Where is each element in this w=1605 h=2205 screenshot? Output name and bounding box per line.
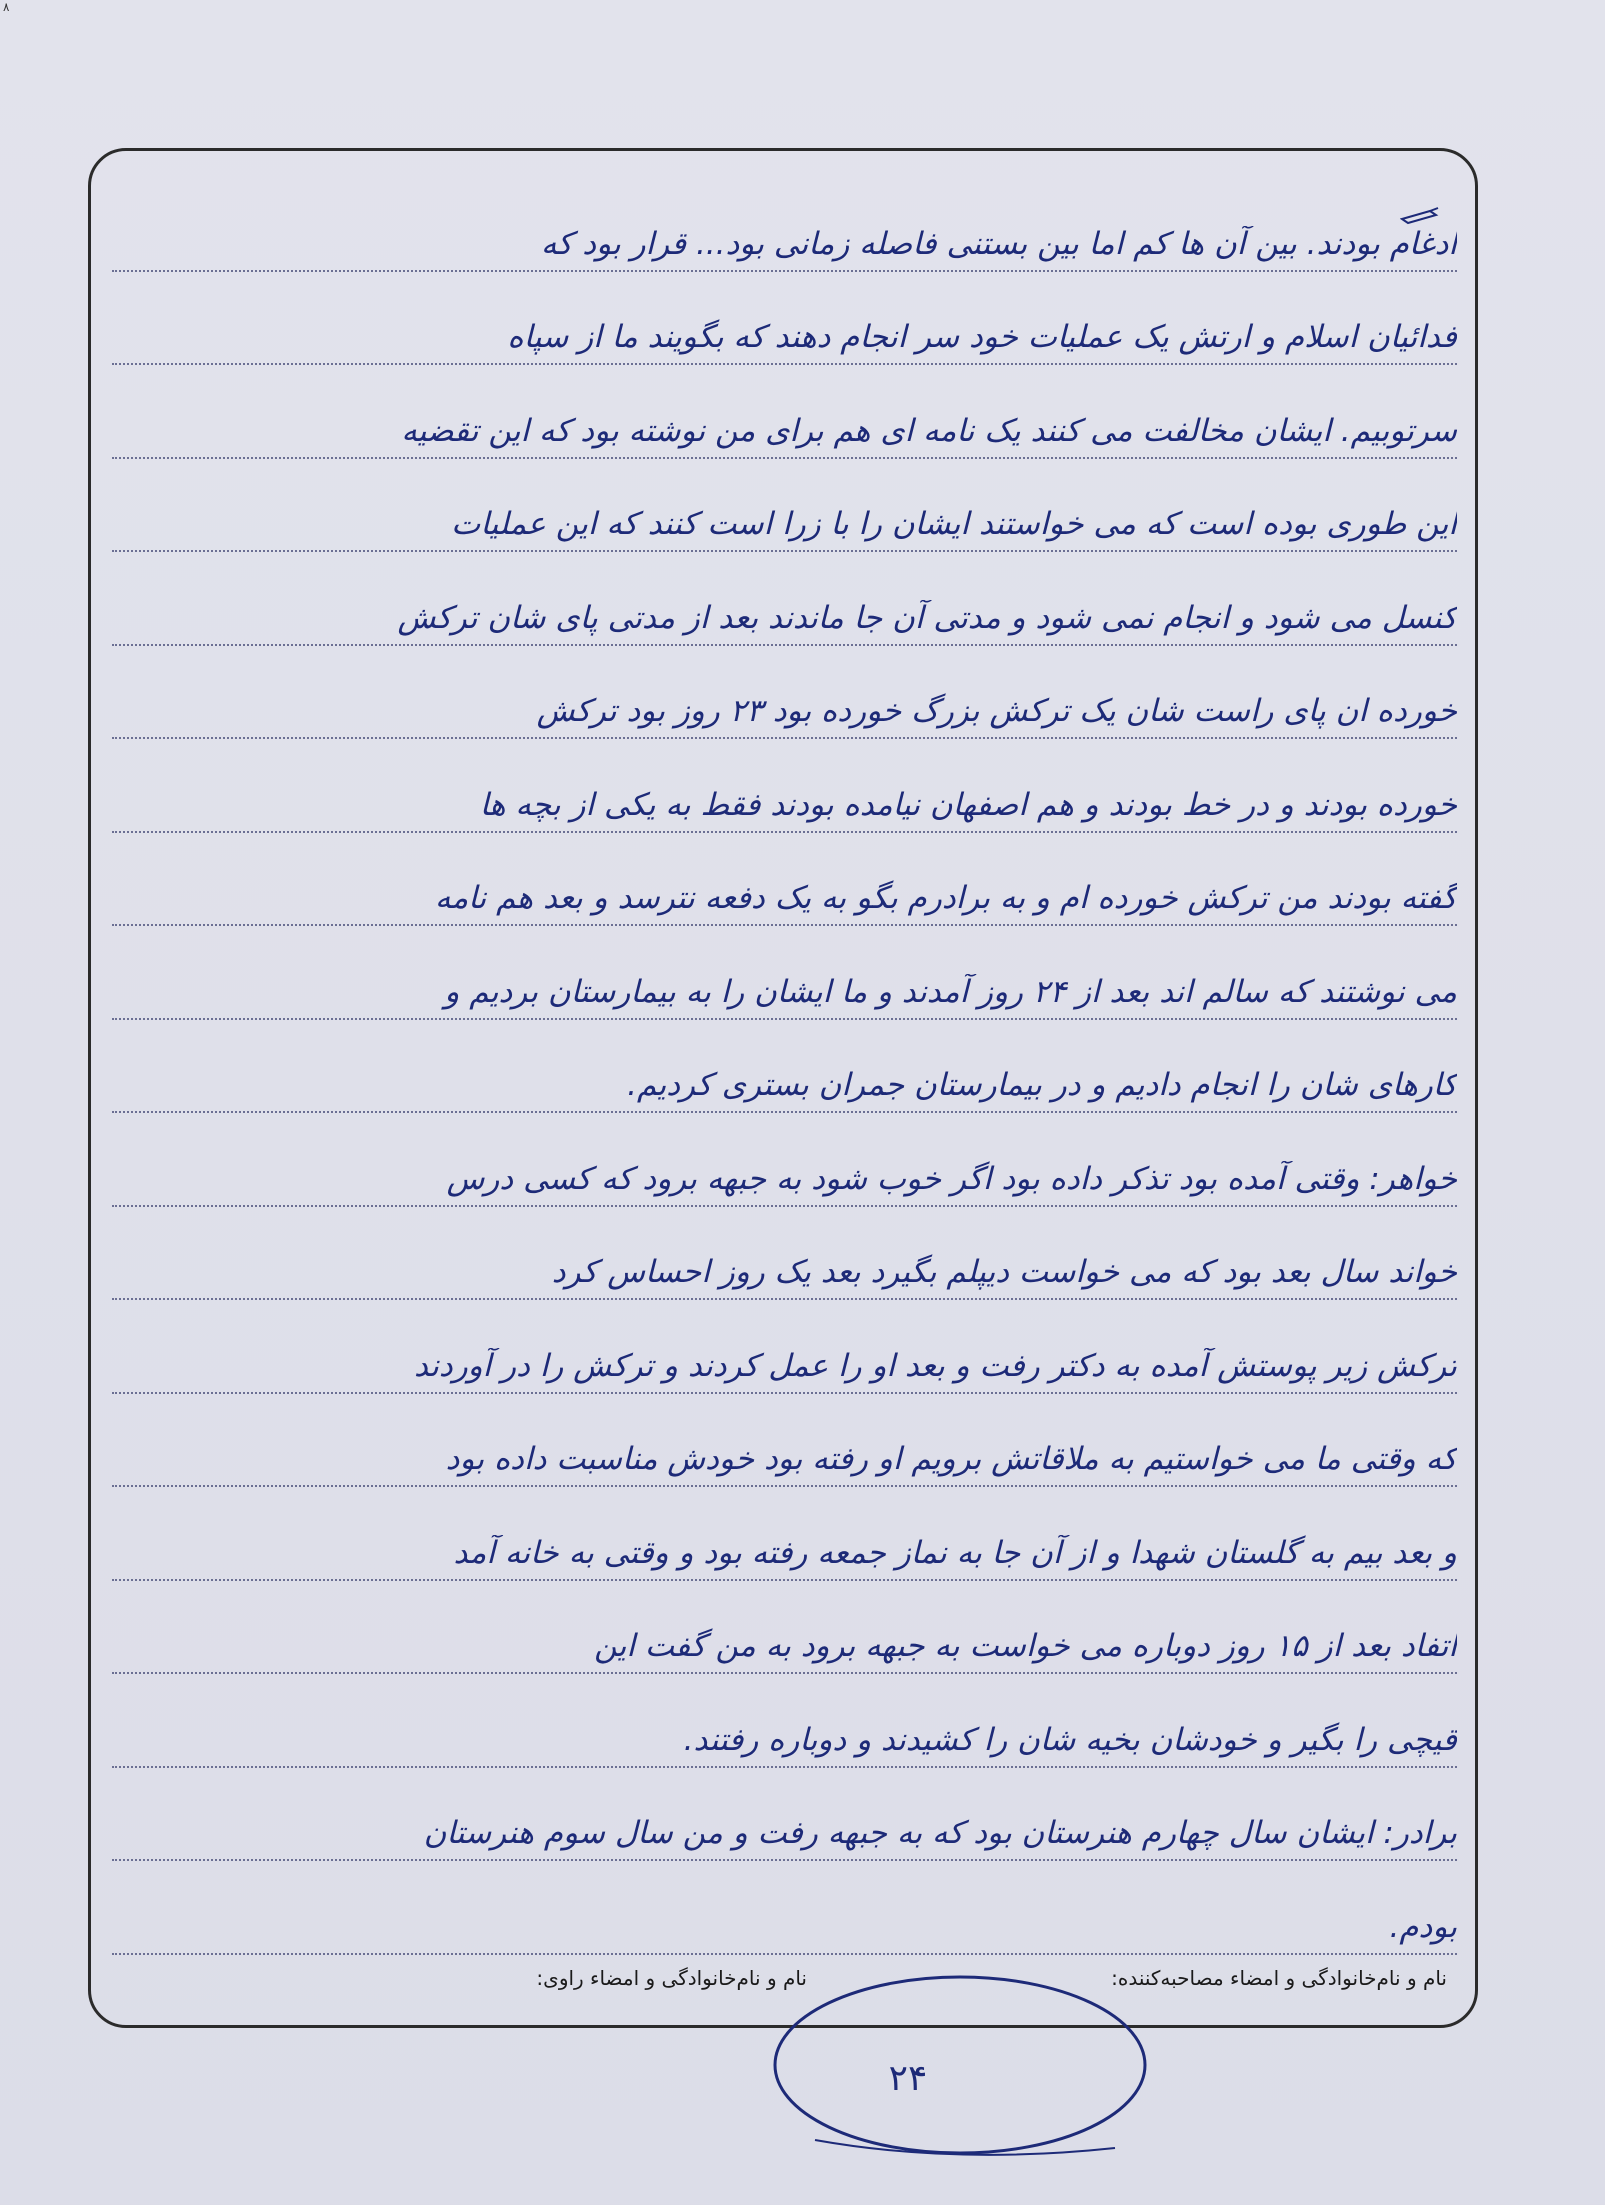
text-line <box>112 845 1457 939</box>
handwritten-text-block <box>112 190 1457 1967</box>
dotted-rule <box>112 1672 1457 1674</box>
text-line <box>112 1593 1457 1687</box>
dotted-rule <box>112 457 1457 459</box>
text-line-content: بودم. <box>1389 1908 1457 1945</box>
dotted-rule <box>112 1766 1457 1768</box>
corner-mark: ۸ <box>3 0 10 14</box>
narrator-signature-label: نام و نام‌خانوادگی و امضاء راوی: <box>536 1966 807 1990</box>
dotted-rule <box>112 924 1457 926</box>
text-line-content: خواهر: وقتی آمده بود تذکر داده بود اگر خوب شود به جبهه برود که کسی درس <box>446 1160 1457 1197</box>
text-line-content: کنسل می شود و انجام نمی شود و مدتی آن جا ماندند بعد از مدتی پای شان ترکش <box>397 599 1457 636</box>
text-line-content: برادر: ایشان سال چهارم هنرستان بود که به جبهه رفت و من سال سوم هنرستان <box>423 1815 1457 1851</box>
text-line <box>112 1219 1457 1313</box>
text-line <box>112 938 1457 1032</box>
dotted-rule <box>112 1392 1457 1394</box>
text-line <box>112 658 1457 752</box>
text-line-content: که وقتی ما می خواستیم به ملاقاتش برویم او رفته بود خودش مناسبت داده بود <box>445 1441 1457 1477</box>
text-line <box>112 1125 1457 1219</box>
text-line-content: اتفاد بعد از ۱۵ روز دوباره می خواست به جبهه برود به من گفت این <box>594 1628 1457 1664</box>
text-line-content: کارهای شان را انجام دادیم و در بیمارستان جمران بستری کردیم. <box>627 1067 1457 1103</box>
text-line <box>112 1312 1457 1406</box>
text-line-content: این طوری بوده است که می خواستند ایشان را با زرا است کنند که این عملیات <box>451 506 1457 542</box>
text-line <box>112 284 1457 378</box>
text-line-content: خورده ان پای راست شان یک ترکش بزرگ خورده بود ۲۳ روز بود ترکش <box>536 693 1457 729</box>
dotted-rule <box>112 1953 1457 1955</box>
text-line-content: ترکش زیر پوستش آمده به دکتر رفت و بعد او را عمل کردند و ترکش را در آوردند <box>413 1347 1457 1384</box>
text-line <box>112 564 1457 658</box>
text-line-content: سرتوبیم. ایشان مخالفت می کنند یک نامه ای هم برای من نوشته بود که این تقضیه <box>401 412 1457 449</box>
text-line-content: فدائیان اسلام و ارتش یک عملیات خود سر انجام دهند که بگویند ما از سپاه <box>507 319 1457 355</box>
text-line <box>112 751 1457 845</box>
dotted-rule <box>112 1859 1457 1861</box>
dotted-rule <box>112 1485 1457 1487</box>
text-line-content: قیچی را بگیر و خودشان بخیه شان را کشیدند و دوباره رفتند. <box>683 1721 1457 1758</box>
dotted-rule <box>112 1298 1457 1300</box>
text-line-content: خواند سال بعد بود که می خواست دیپلم بگیرد بعد یک روز احساس کرد <box>551 1254 1457 1290</box>
text-line-content: و بعد بیم به گلستان شهدا و از آن جا به نماز جمعه رفته بود و وقتی به خانه آمد <box>453 1534 1457 1571</box>
text-line-content: ادغام بودند. بین آن ها کم اما بین بستنی فاصله زمانی بود... قرار بود که <box>541 225 1457 262</box>
text-line-content: خورده بودند و در خط بودند و هم اصفهان نیامده بودند فقط به یکی از بچه ها <box>479 786 1457 823</box>
text-line <box>112 1686 1457 1780</box>
dotted-rule <box>112 737 1457 739</box>
text-line-content: گفته بودند من ترکش خورده ام و به برادرم بگو به یک دفعه نترسد و بعد هم نامه <box>434 880 1457 916</box>
text-line <box>112 1873 1457 1967</box>
dotted-rule <box>112 1018 1457 1020</box>
dotted-rule <box>112 1205 1457 1207</box>
dotted-rule <box>112 550 1457 552</box>
interviewer-signature-label: نام و نام‌خانوادگی و امضاء مصاحبه‌کننده: <box>1111 1966 1447 1990</box>
text-line-content: می نوشتند که سالم اند بعد از ۲۴ روز آمدند و ما ایشان را به بیمارستان بردیم و <box>444 973 1457 1010</box>
dotted-rule <box>112 831 1457 833</box>
text-line <box>112 471 1457 565</box>
dotted-rule <box>112 1579 1457 1581</box>
text-line <box>112 1032 1457 1126</box>
page-number-circle <box>755 1960 1165 2165</box>
page-number: ۲۴ <box>888 2058 928 2099</box>
dotted-rule <box>112 270 1457 272</box>
dotted-rule <box>112 363 1457 365</box>
text-line <box>112 1406 1457 1500</box>
text-line <box>112 377 1457 471</box>
text-line <box>112 1499 1457 1593</box>
text-line <box>112 190 1457 284</box>
text-line <box>112 1780 1457 1874</box>
dotted-rule <box>112 1111 1457 1113</box>
dotted-rule <box>112 644 1457 646</box>
